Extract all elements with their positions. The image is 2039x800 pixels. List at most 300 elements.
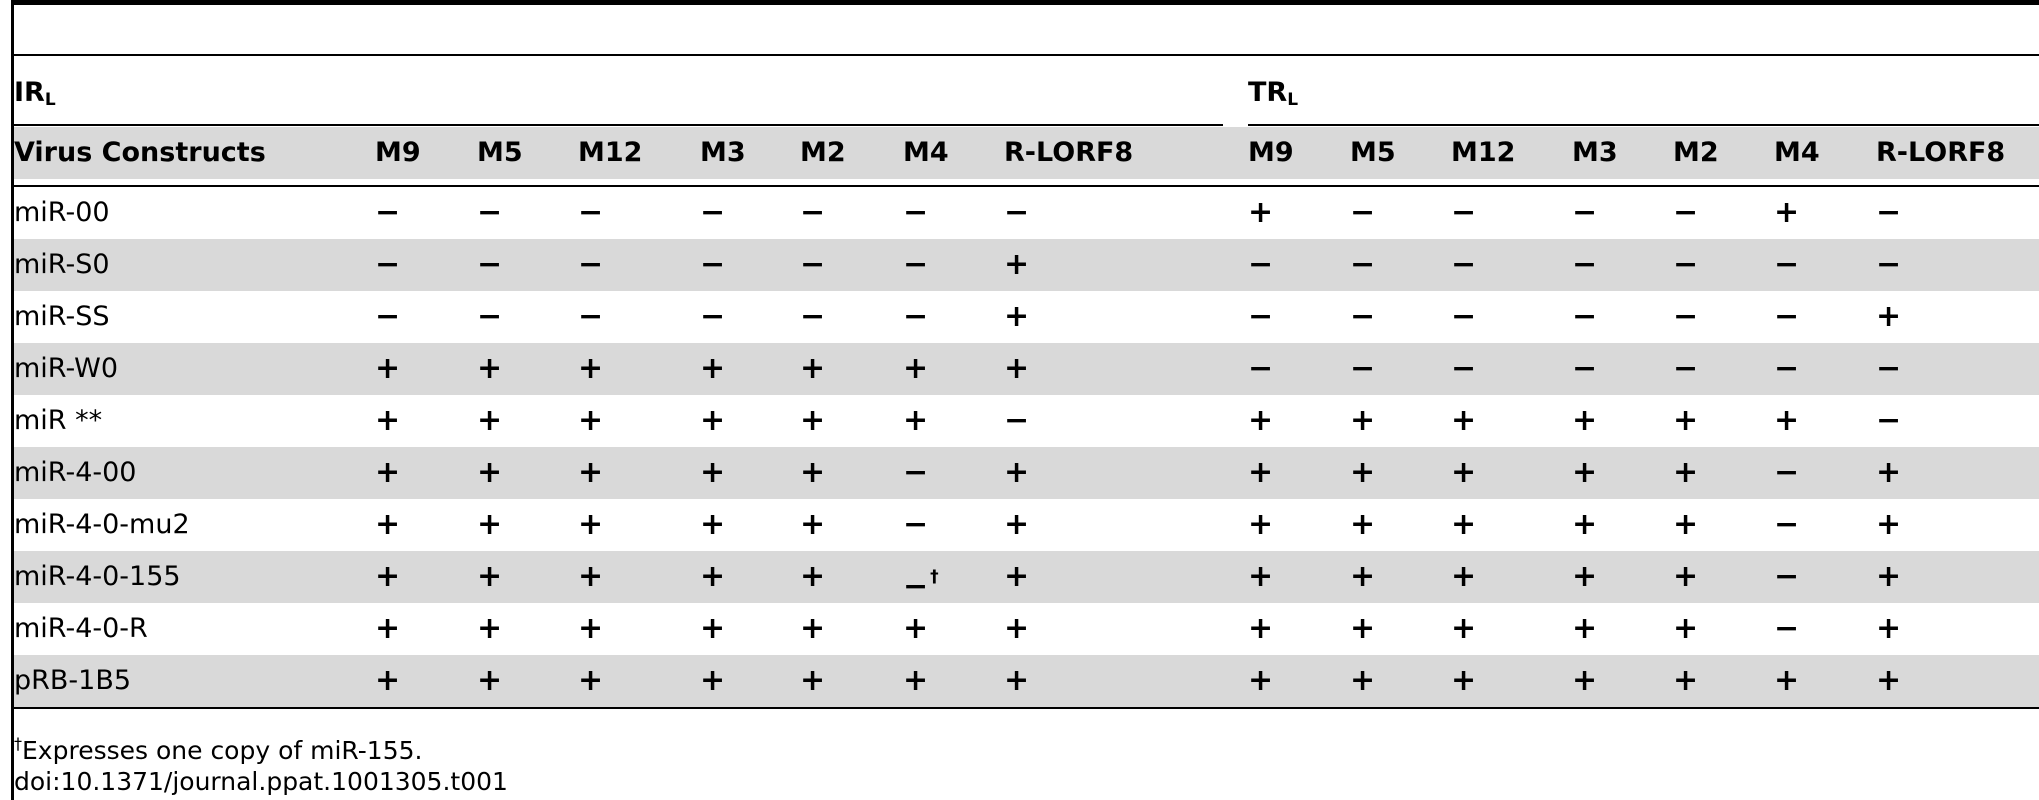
cell-value: + — [1350, 455, 1376, 490]
cell-value: + — [1004, 351, 1030, 386]
cell-value: + — [1774, 663, 1800, 698]
table-cell — [800, 187, 825, 239]
table-cell — [1774, 291, 1799, 343]
cell-value: − — [375, 195, 401, 230]
table-cell — [1774, 343, 1799, 395]
cell-value: − — [800, 195, 826, 230]
table-cell — [578, 551, 603, 603]
table-cell — [700, 447, 725, 499]
cell-value: − — [1350, 299, 1376, 334]
doi-text: doi:10.1371/journal.ppat.1001305.t001 — [14, 767, 508, 796]
cell-value: − — [1004, 195, 1030, 230]
table-cell — [375, 499, 400, 551]
cell-value: + — [1248, 559, 1274, 594]
cell-value: + — [1004, 455, 1030, 490]
table-cell — [1451, 239, 1476, 291]
table-cell — [700, 551, 725, 603]
cell-value: + — [903, 663, 929, 698]
table-cell — [1350, 343, 1375, 395]
table-cell — [1248, 187, 1273, 239]
column-header: M9 — [375, 137, 421, 168]
table-cell — [1673, 447, 1698, 499]
header-virus-constructs: Virus Constructs — [14, 137, 266, 168]
cell-value: + — [578, 507, 604, 542]
cell-value: − — [1774, 507, 1800, 542]
table-cell — [700, 343, 725, 395]
cell-value: + — [800, 403, 826, 438]
cell-value: + — [1350, 663, 1376, 698]
table-cell — [477, 447, 502, 499]
table-cell — [1876, 187, 1901, 239]
table-cell — [1572, 499, 1597, 551]
cell-value: + — [700, 663, 726, 698]
cell-value: − — [1876, 247, 1902, 282]
rule-group-ir — [14, 124, 1223, 126]
table-cell — [903, 239, 928, 291]
cell-value: − — [1451, 351, 1477, 386]
cell-value: + — [1248, 611, 1274, 646]
cell-value: + — [1673, 403, 1699, 438]
cell-value: + — [1248, 455, 1274, 490]
cell-value: + — [1004, 611, 1030, 646]
cell-value: + — [1774, 403, 1800, 438]
table-cell — [1572, 239, 1597, 291]
cell-value: + — [1876, 611, 1902, 646]
table-cell — [1350, 395, 1375, 447]
cell-value: + — [1572, 611, 1598, 646]
table-cell — [1673, 395, 1698, 447]
cell-value: + — [1572, 663, 1598, 698]
table-cell — [1673, 655, 1698, 707]
group-label-subscript: L — [1287, 90, 1299, 110]
table-cell — [477, 551, 502, 603]
table-cell — [375, 187, 400, 239]
column-header: M9 — [1248, 137, 1294, 168]
cell-value: + — [1004, 663, 1030, 698]
cell-value: + — [1673, 611, 1699, 646]
table-cell — [1876, 447, 1901, 499]
rule-bottom — [14, 707, 2039, 709]
table-cell — [1451, 447, 1476, 499]
table-cell — [1350, 447, 1375, 499]
cell-value: − — [1673, 247, 1699, 282]
group-label-text: IR — [14, 77, 45, 108]
table-cell — [1673, 291, 1698, 343]
group-label-subscript: L — [44, 90, 56, 110]
table-cell — [903, 291, 928, 343]
cell-value: + — [903, 611, 929, 646]
group-label-text: TR — [1248, 77, 1288, 108]
cell-value: + — [1004, 559, 1030, 594]
cell-value: + — [1248, 507, 1274, 542]
table-cell — [700, 291, 725, 343]
cell-value: + — [700, 507, 726, 542]
table-cell — [1876, 395, 1901, 447]
table-cell — [1451, 655, 1476, 707]
table-cell — [1248, 655, 1273, 707]
cell-value: − — [1774, 455, 1800, 490]
table-cell — [1248, 395, 1273, 447]
column-header: M3 — [1572, 137, 1618, 168]
table-cell — [1774, 499, 1799, 551]
cell-value: − — [1572, 299, 1598, 334]
table-cell — [1774, 239, 1799, 291]
cell-value: + — [800, 351, 826, 386]
table-cell — [578, 499, 603, 551]
cell-value: − — [903, 507, 929, 542]
table-cell — [1350, 291, 1375, 343]
cell-value: − — [903, 569, 929, 604]
cell-value: + — [1451, 403, 1477, 438]
cell-value: − — [1451, 247, 1477, 282]
table-cell — [1572, 291, 1597, 343]
table-cell — [1774, 655, 1799, 707]
construct-name: miR-S0 — [14, 249, 110, 280]
cell-value: + — [375, 611, 401, 646]
cell-value: − — [1451, 195, 1477, 230]
table-cell — [1774, 447, 1799, 499]
table-cell — [477, 239, 502, 291]
column-header: M5 — [477, 137, 523, 168]
table-cell — [375, 655, 400, 707]
dagger-mark: † — [930, 567, 939, 587]
cell-value: − — [1774, 247, 1800, 282]
cell-value: + — [1673, 507, 1699, 542]
table-cell — [1451, 551, 1476, 603]
table-cell — [1774, 603, 1799, 655]
cell-value: + — [578, 611, 604, 646]
cell-value: + — [1876, 507, 1902, 542]
table-cell — [477, 291, 502, 343]
table-cell — [1451, 187, 1476, 239]
cell-value: − — [1248, 247, 1274, 282]
cell-value: − — [1673, 299, 1699, 334]
table-cell — [477, 187, 502, 239]
table-cell — [800, 603, 825, 655]
cell-value: + — [700, 403, 726, 438]
table-cell — [1673, 343, 1698, 395]
table-cell — [1248, 551, 1273, 603]
table-cell — [1248, 447, 1273, 499]
cell-value: − — [800, 299, 826, 334]
table-cell — [1350, 655, 1375, 707]
cell-value: − — [1673, 195, 1699, 230]
cell-value: − — [1572, 195, 1598, 230]
cell-value: + — [700, 455, 726, 490]
table-cell — [578, 239, 603, 291]
table-cell — [700, 187, 725, 239]
table-cell — [1876, 551, 1901, 603]
cell-value: + — [1673, 559, 1699, 594]
cell-value: − — [1774, 299, 1800, 334]
table-cell — [1451, 603, 1476, 655]
column-header: M4 — [1774, 137, 1820, 168]
construct-name: miR-4-0-mu2 — [14, 509, 190, 540]
construct-name: miR-4-00 — [14, 457, 137, 488]
table-cell — [1350, 499, 1375, 551]
construct-name: pRB-1B5 — [14, 665, 132, 696]
cell-value: + — [800, 455, 826, 490]
table-cell — [1572, 551, 1597, 603]
construct-name: miR-W0 — [14, 353, 118, 384]
cell-value: − — [375, 299, 401, 334]
cell-value: + — [1876, 299, 1902, 334]
construct-name: miR ** — [14, 405, 103, 436]
table-cell — [578, 343, 603, 395]
cell-value: + — [477, 611, 503, 646]
cell-value: + — [800, 507, 826, 542]
cell-value: + — [800, 663, 826, 698]
cell-value: + — [1572, 559, 1598, 594]
cell-value: + — [700, 351, 726, 386]
table-cell — [477, 395, 502, 447]
cell-value: − — [700, 195, 726, 230]
cell-value: + — [1572, 507, 1598, 542]
cell-value: − — [800, 247, 826, 282]
table-cell — [1572, 187, 1597, 239]
table-cell — [1004, 551, 1029, 603]
cell-value: + — [1876, 663, 1902, 698]
table-cell — [477, 499, 502, 551]
cell-value: − — [1350, 247, 1376, 282]
cell-value: + — [1350, 507, 1376, 542]
table-cell — [903, 187, 928, 239]
cell-value: + — [578, 403, 604, 438]
cell-value: + — [1451, 559, 1477, 594]
construct-name: miR-4-0-155 — [14, 561, 181, 592]
cell-value: − — [578, 195, 604, 230]
cell-value: + — [1248, 663, 1274, 698]
table-cell — [1774, 395, 1799, 447]
table-cell — [1248, 603, 1273, 655]
cell-value: + — [1004, 299, 1030, 334]
cell-value: − — [1451, 299, 1477, 334]
cell-value: − — [1876, 195, 1902, 230]
group-label — [14, 75, 56, 118]
cell-value: + — [375, 663, 401, 698]
table-cell — [700, 603, 725, 655]
cell-value: − — [1248, 299, 1274, 334]
table-cell — [903, 603, 928, 655]
table-cell — [1876, 239, 1901, 291]
cell-value: + — [477, 403, 503, 438]
cell-value: − — [903, 195, 929, 230]
table-cell — [903, 447, 928, 499]
column-header: R-LORF8 — [1876, 137, 2006, 168]
cell-value: + — [1876, 455, 1902, 490]
table-cell — [477, 655, 502, 707]
cell-value: − — [1572, 351, 1598, 386]
table-cell — [1004, 655, 1029, 707]
cell-value: + — [578, 351, 604, 386]
group-label — [1248, 75, 1298, 118]
column-header: M2 — [1673, 137, 1719, 168]
table-cell — [800, 291, 825, 343]
table-cell — [1004, 187, 1029, 239]
table-cell — [375, 395, 400, 447]
table-cell — [1451, 291, 1476, 343]
table-cell — [1876, 655, 1901, 707]
cell-value: + — [1876, 559, 1902, 594]
cell-value: − — [578, 299, 604, 334]
column-header: R-LORF8 — [1004, 137, 1134, 168]
table-cell — [1774, 187, 1799, 239]
table-cell — [375, 603, 400, 655]
table-cell — [578, 395, 603, 447]
cell-value: + — [903, 403, 929, 438]
cell-value: − — [1774, 351, 1800, 386]
rule-group-tr — [1248, 124, 2039, 126]
table-cell — [1572, 655, 1597, 707]
construct-name: miR-00 — [14, 197, 110, 228]
dagger-symbol: † — [14, 734, 22, 753]
table-cell — [1350, 187, 1375, 239]
cell-value: + — [1248, 195, 1274, 230]
cell-value: − — [1572, 247, 1598, 282]
cell-value: + — [1350, 559, 1376, 594]
table-cell — [1451, 499, 1476, 551]
cell-value: + — [578, 663, 604, 698]
cell-value: + — [477, 507, 503, 542]
table-cell — [1004, 343, 1029, 395]
table-cell — [1004, 395, 1029, 447]
table-cell — [1004, 447, 1029, 499]
table-cell — [1673, 239, 1698, 291]
cell-value: − — [1350, 195, 1376, 230]
cell-value: − — [903, 299, 929, 334]
cell-value: − — [700, 299, 726, 334]
top-border-rule — [11, 0, 2039, 5]
table-cell — [1248, 343, 1273, 395]
cell-value: − — [903, 247, 929, 282]
table-cell — [1572, 395, 1597, 447]
table-cell — [1572, 343, 1597, 395]
column-header: M2 — [800, 137, 846, 168]
table-cell — [800, 655, 825, 707]
cell-value: − — [578, 247, 604, 282]
table-cell — [800, 499, 825, 551]
cell-value: + — [1451, 611, 1477, 646]
table-cell — [1004, 291, 1029, 343]
table-cell — [1876, 343, 1901, 395]
cell-value: − — [1774, 559, 1800, 594]
construct-name: miR-SS — [14, 301, 110, 332]
cell-value: + — [1248, 403, 1274, 438]
column-header: M3 — [700, 137, 746, 168]
table-cell — [375, 343, 400, 395]
footnote-dagger — [14, 727, 422, 768]
table-cell — [1004, 499, 1029, 551]
table-cell — [700, 395, 725, 447]
column-header: M12 — [578, 137, 643, 168]
table-cell — [477, 603, 502, 655]
column-header: M5 — [1350, 137, 1396, 168]
table-cell — [477, 343, 502, 395]
cell-value: − — [700, 247, 726, 282]
table-cell — [1876, 499, 1901, 551]
cell-value: − — [1673, 351, 1699, 386]
cell-value: + — [903, 351, 929, 386]
table-cell — [903, 395, 928, 447]
table-cell — [375, 551, 400, 603]
table-cell — [1572, 447, 1597, 499]
table-cell — [578, 603, 603, 655]
table-cell — [700, 499, 725, 551]
cell-value: + — [1673, 455, 1699, 490]
table-cell — [578, 291, 603, 343]
table-cell — [903, 655, 928, 707]
cell-value: + — [1004, 247, 1030, 282]
table-cell — [700, 655, 725, 707]
cell-value: + — [1451, 455, 1477, 490]
table-cell — [800, 239, 825, 291]
table-cell — [1451, 343, 1476, 395]
table-cell — [1248, 499, 1273, 551]
table-cell — [375, 291, 400, 343]
cell-value: − — [477, 195, 503, 230]
table-cell — [800, 447, 825, 499]
cell-value: + — [800, 559, 826, 594]
cell-value: + — [578, 455, 604, 490]
footnote-text: Expresses one copy of miR-155. — [22, 736, 423, 765]
table-cell — [1004, 239, 1029, 291]
table-cell — [903, 499, 928, 551]
cell-value: + — [578, 559, 604, 594]
cell-value: + — [1774, 195, 1800, 230]
cell-value: + — [375, 351, 401, 386]
table-cell — [1572, 603, 1597, 655]
cell-value: + — [1572, 455, 1598, 490]
table-cell — [375, 447, 400, 499]
rule-top — [14, 54, 2039, 56]
cell-value: − — [1876, 403, 1902, 438]
table-cell — [1774, 551, 1799, 603]
table-cell — [1248, 291, 1273, 343]
cell-value: + — [1451, 663, 1477, 698]
cell-value: + — [800, 611, 826, 646]
cell-value: + — [477, 455, 503, 490]
cell-value: − — [1876, 351, 1902, 386]
table-cell — [1876, 291, 1901, 343]
table-cell — [375, 239, 400, 291]
table-cell — [903, 343, 928, 395]
table-cell — [1350, 239, 1375, 291]
cell-value: − — [1350, 351, 1376, 386]
table-cell — [903, 551, 939, 603]
cell-value: + — [375, 559, 401, 594]
column-header: M4 — [903, 137, 949, 168]
table-cell — [800, 395, 825, 447]
cell-value: + — [477, 351, 503, 386]
table-cell — [700, 239, 725, 291]
cell-value: + — [1350, 611, 1376, 646]
table-cell — [1673, 603, 1698, 655]
cell-value: − — [1774, 611, 1800, 646]
table-cell — [1248, 239, 1273, 291]
cell-value: − — [375, 247, 401, 282]
table-cell — [800, 343, 825, 395]
cell-value: + — [700, 611, 726, 646]
table-cell — [1350, 551, 1375, 603]
cell-value: − — [477, 247, 503, 282]
cell-value: − — [1248, 351, 1274, 386]
cell-value: + — [1673, 663, 1699, 698]
column-header: M12 — [1451, 137, 1516, 168]
cell-value: + — [375, 507, 401, 542]
cell-value: + — [477, 663, 503, 698]
table-cell — [578, 655, 603, 707]
table-cell — [1350, 603, 1375, 655]
